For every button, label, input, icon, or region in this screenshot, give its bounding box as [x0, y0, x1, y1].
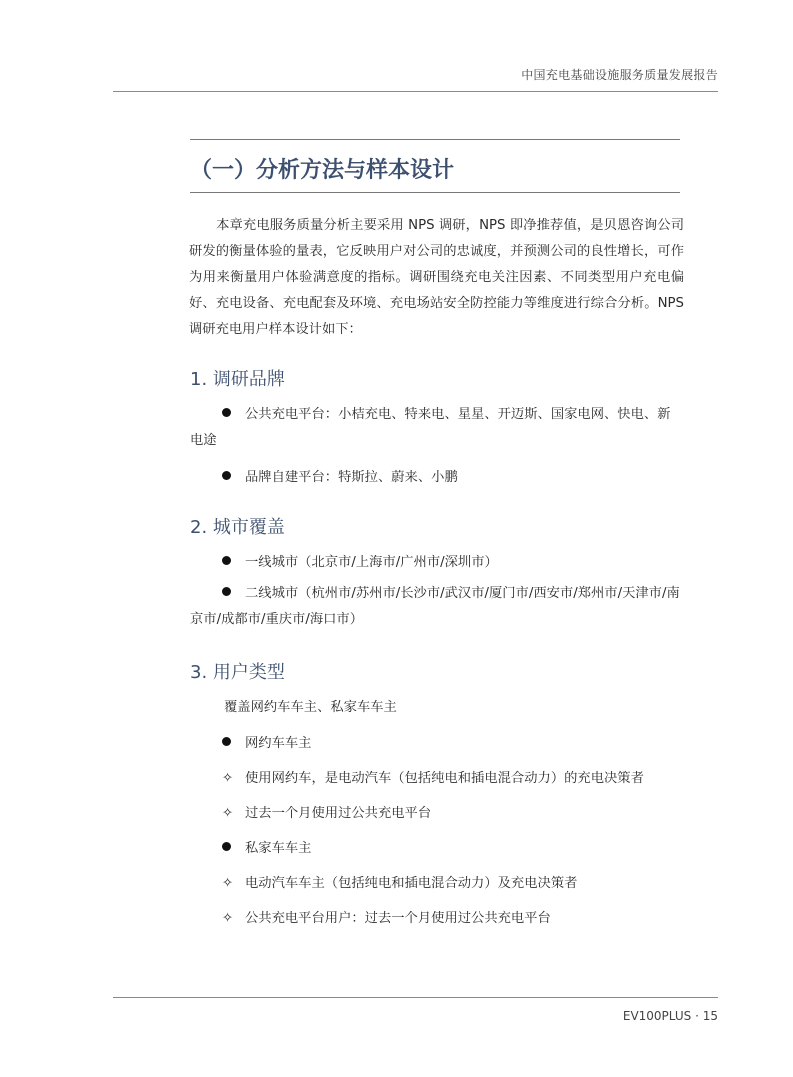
- report-title: 中国充电基础设施服务质量发展报告: [521, 68, 718, 82]
- section-title-bottom-rule: [190, 192, 680, 193]
- user-item-text: 私家车车主: [245, 841, 312, 856]
- page-footer: EV100PLUS · 15: [622, 1009, 718, 1023]
- bullet-icon: [222, 556, 231, 565]
- user-subitem: [222, 767, 644, 786]
- user-subitem-text: 使用网约车，是电动汽车（包括纯电和插电混合动力）的充电决策者: [245, 771, 644, 786]
- diamond-bullet-icon: ✧: [222, 806, 234, 821]
- cities-heading: 2. 城市覆盖: [190, 517, 285, 538]
- city-tier1-item: [222, 551, 498, 570]
- user-subitem-text: 过去一个月使用过公共充电平台: [245, 806, 432, 821]
- user-item: [222, 732, 311, 751]
- intro-text: 本章充电服务质量分析主要采用 NPS 调研，NPS 即净推荐值，是贝恩咨询公司研发的衡量体验的量表，它反映用户对公司的忠诚度，并预测公司的良性增长，可作为用来衡量用户体验满意度的指标。调研围绕充电关注因素、不同类型用户充电偏好、充电设备、充电配套及环境、充电场站安全防控能力等维度进行综合分析。NPS 调研充电用户样本设计如下：: [189, 218, 684, 337]
- header-divider: [113, 91, 718, 92]
- users-cover-text: 覆盖网约车车主、私家车车主: [224, 700, 397, 715]
- brand-own-item: [222, 466, 458, 485]
- bullet-icon: [222, 471, 231, 480]
- user-subitem-text: 电动汽车车主（包括纯电和插电混合动力）及充电决策者: [245, 876, 578, 891]
- diamond-bullet-icon: ✧: [222, 876, 234, 891]
- bullet-icon: [222, 587, 231, 596]
- city-tier1-text: 一线城市（北京市/上海市/广州市/深圳市）: [245, 555, 498, 570]
- city-tier2-text: 二线城市（杭州市/苏州市/长沙市/武汉市/厦门市/西安市/郑州市/天津市/南京市/成都市/重庆市/海口市）: [190, 586, 680, 627]
- intro-paragraph: [189, 213, 684, 343]
- brand-own-text: 品牌自建平台：特斯拉、蔚来、小鹏: [245, 470, 458, 485]
- section-title-top-rule: [190, 139, 680, 140]
- brand-public-item: [190, 402, 683, 454]
- bullet-icon: [222, 737, 231, 746]
- bullet-icon: [222, 408, 231, 417]
- diamond-bullet-icon: ✧: [222, 771, 234, 786]
- user-subitem-text: 公共充电平台用户：过去一个月使用过公共充电平台: [245, 911, 551, 926]
- footer-divider: [113, 997, 718, 998]
- users-heading: 3. 用户类型: [190, 662, 285, 683]
- section-title: （一）分析方法与样本设计: [190, 158, 455, 183]
- brands-heading: 1. 调研品牌: [190, 369, 285, 390]
- user-subitem: [222, 872, 577, 891]
- user-subitem: [222, 802, 431, 821]
- brand-public-text: 公共充电平台：小桔充电、特来电、星星、开迈斯、国家电网、快电、新电途: [190, 407, 671, 448]
- diamond-bullet-icon: ✧: [222, 911, 234, 926]
- user-subitem: [222, 907, 551, 926]
- user-item-text: 网约车车主: [245, 736, 312, 751]
- user-item: [222, 837, 311, 856]
- city-tier2-item: [190, 581, 683, 633]
- bullet-icon: [222, 842, 231, 851]
